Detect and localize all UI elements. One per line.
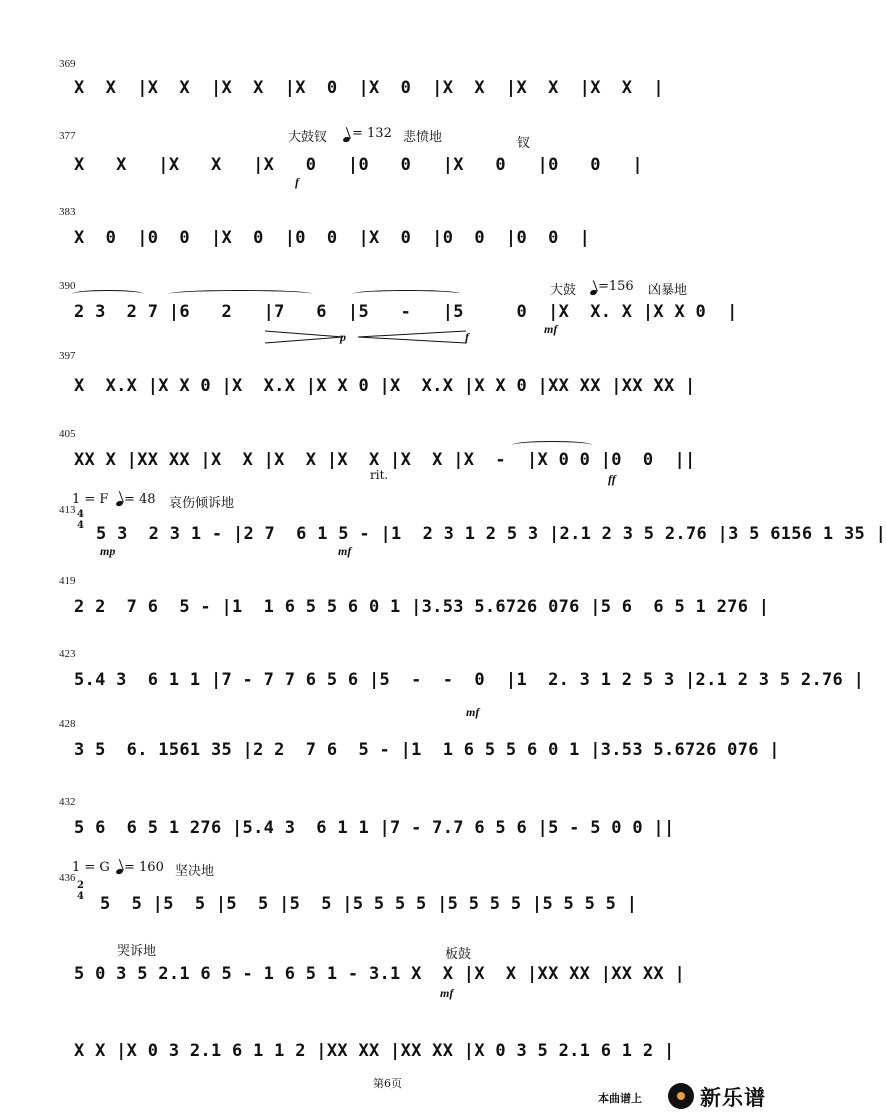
instrument-label: 大鼓钗: [288, 130, 328, 145]
dynamic-mf: mf: [440, 986, 454, 1000]
cymbal-label: 钗: [517, 136, 531, 151]
slur: [72, 290, 144, 298]
measure-number: 432: [59, 796, 76, 808]
brand-logo-icon: [668, 1083, 694, 1109]
notation-line: 2 3 2 7 |6 2 |7 6 |5 - |5 0 |X X. X |X X 0 |: [74, 302, 738, 322]
page-number: 第6页: [373, 1077, 402, 1090]
dynamic-p: p: [340, 330, 346, 344]
notation-line: 5 0 3 5 2.1 6 5 - 1 6 5 1 - 3.1 X X |X X |XX XX |XX XX |: [74, 964, 686, 984]
measure-number: 397: [59, 350, 76, 362]
tempo-marking: = 48: [124, 492, 156, 507]
measure-number: 377: [59, 130, 76, 142]
dynamic-mp: mp: [100, 544, 116, 558]
measure-number: 419: [59, 575, 76, 587]
slur: [168, 290, 313, 298]
time-signature-bottom: 4: [77, 520, 84, 531]
tempo-marking: = 160: [124, 860, 164, 875]
notation-line: 3 5 6. 1561 35 |2 2 7 6 5 - |1 1 6 5 5 6 0 1 |3.53 5.6726 076 |: [74, 740, 780, 760]
tie: [512, 441, 592, 449]
notation-line: 5 6 6 5 1 276 |5.4 3 6 1 1 |7 - 7.7 6 5 6 |5 - 5 0 0 ||: [74, 818, 675, 838]
expression-marking: 悲愤地: [403, 130, 443, 145]
dynamic-mf: mf: [466, 705, 480, 719]
measure-number: 423: [59, 648, 76, 660]
dynamic-mf: mf: [544, 322, 558, 336]
measure-number: 436: [59, 872, 76, 884]
notation-line: X X.X |X X 0 |X X.X |X X 0 |X X.X |X X 0 |XX XX |XX XX |: [74, 376, 696, 396]
time-signature-bottom: 4: [77, 891, 84, 902]
notation-line: 2 2 7 6 5 - |1 1 6 5 5 6 0 1 |3.53 5.6726 076 |5 6 6 5 1 276 |: [74, 597, 770, 617]
measure-number: 390: [59, 280, 76, 292]
expression-marking: 哭诉地: [117, 944, 157, 959]
notation-line: X X |X X |X X |X 0 |X 0 |X X |X X |X X |: [74, 78, 664, 98]
ritardando-marking: rit.: [370, 468, 389, 482]
measure-number: 405: [59, 428, 76, 440]
crescendo-hairpin: [358, 330, 468, 344]
notation-line: 5.4 3 6 1 1 |7 - 7 7 6 5 6 |5 - - 0 |1 2. 3 1 2 5 3 |2.1 2 3 5 2.76 |: [74, 670, 865, 690]
quarter-note-icon: [589, 289, 597, 296]
notation-line: X 0 |0 0 |X 0 |0 0 |X 0 |0 0 |0 0 |: [74, 228, 591, 248]
quarter-note-icon: [115, 500, 123, 507]
instrument-label: 大鼓: [550, 283, 577, 298]
time-signature-top: 4: [77, 509, 84, 520]
key-signature: 1 = G: [72, 860, 110, 875]
tempo-marking: = 132: [352, 126, 392, 141]
notation-line: X X |X 0 3 2.1 6 1 1 2 |XX XX |XX XX |X 0 3 5 2.1 6 1 2 |: [74, 1041, 675, 1061]
drum-label: 板鼓: [445, 947, 472, 962]
measure-number: 369: [59, 58, 76, 70]
measure-number: 428: [59, 718, 76, 730]
expression-marking: 坚决地: [175, 864, 215, 879]
dynamic-f: f: [465, 330, 469, 344]
time-signature-top: 2: [77, 880, 84, 891]
decrescendo-hairpin: [265, 330, 345, 344]
notation-line: 5 3 2 3 1 - |2 7 6 1 5 - |1 2 3 1 2 5 3 |2.1 2 3 5 2.76 |3 5 6156 1 35 |: [96, 524, 886, 544]
tempo-marking: =156: [598, 279, 634, 294]
slur: [352, 290, 462, 298]
notation-line: X X |X X |X 0 |0 0 |X 0 |0 0 |: [74, 155, 643, 175]
dynamic-f: f: [295, 175, 299, 189]
quarter-note-icon: [115, 868, 123, 875]
quarter-note-icon: [342, 136, 350, 143]
expression-marking: 凶暴地: [648, 283, 688, 298]
dynamic-mf: mf: [338, 544, 352, 558]
notation-line: 5 5 |5 5 |5 5 |5 5 |5 5 5 5 |5 5 5 5 |5 5 5 5 |: [100, 894, 638, 914]
expression-marking: 哀伤倾诉地: [169, 496, 235, 511]
brand-name: 新乐谱: [700, 1086, 766, 1110]
key-signature: 1 = F: [72, 492, 109, 507]
footer-brand-prefix: 本曲谱上: [598, 1092, 642, 1105]
notation-line: XX X |XX XX |X X |X X |X X |X X |X - |X 0 0 |0 0 ||: [74, 450, 696, 470]
dynamic-ff: ff: [608, 472, 616, 486]
measure-number: 413: [59, 504, 76, 516]
measure-number: 383: [59, 206, 76, 218]
